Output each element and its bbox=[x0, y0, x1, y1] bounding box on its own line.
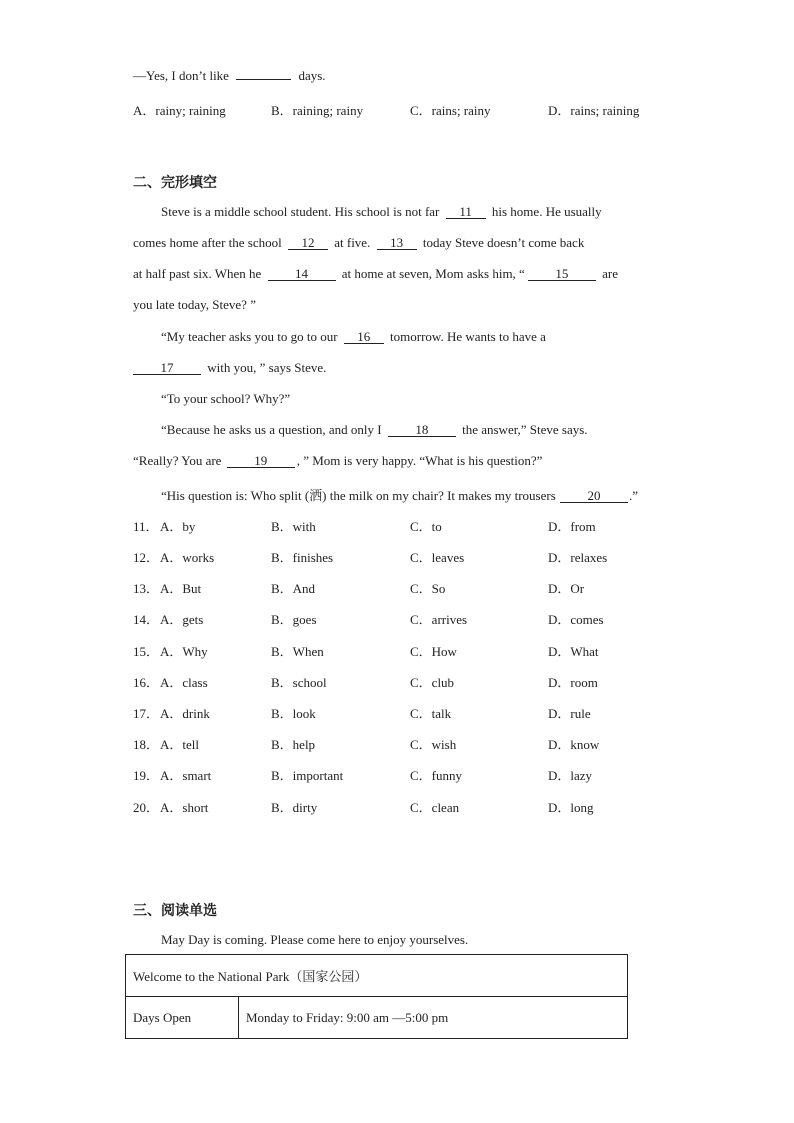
passage-line-9 bbox=[133, 453, 542, 469]
passage-line-5 bbox=[161, 329, 546, 345]
option[interactable]: D．What bbox=[548, 644, 599, 659]
option[interactable]: A．gets bbox=[160, 612, 204, 627]
option[interactable]: A．tell bbox=[160, 737, 199, 752]
option[interactable]: C．So bbox=[410, 581, 446, 596]
section2-title: 二、完形填空 bbox=[133, 175, 217, 191]
passage-text: “Really? You are bbox=[133, 453, 222, 468]
table-value-cell: Monday to Friday: 9:00 am —5:00 pm bbox=[239, 997, 628, 1039]
passage-text: , ” Mom is very happy. “What is his question?” bbox=[296, 453, 543, 468]
question-13-number: 13． bbox=[133, 581, 160, 596]
option[interactable]: B．school bbox=[271, 675, 327, 690]
prev-option-c[interactable]: C．rains; rainy bbox=[410, 103, 491, 118]
option[interactable]: C．club bbox=[410, 675, 455, 690]
option[interactable]: A．class bbox=[160, 675, 208, 690]
option[interactable]: A．works bbox=[160, 550, 215, 565]
table-label-cell: Days Open bbox=[126, 997, 239, 1039]
option[interactable]: D．relaxes bbox=[548, 550, 608, 565]
option[interactable]: B．goes bbox=[271, 612, 317, 627]
passage-line-2 bbox=[133, 235, 584, 251]
passage-text: with you, ” says Steve. bbox=[207, 360, 327, 375]
prev-option-d[interactable]: D．rains; raining bbox=[548, 103, 640, 118]
option[interactable]: D．Or bbox=[548, 581, 585, 596]
passage-text: .” bbox=[629, 488, 639, 503]
blank-11[interactable]: 11 bbox=[446, 205, 486, 219]
question-15-number: 15． bbox=[133, 644, 160, 659]
passage-text: the answer,” Steve says. bbox=[462, 422, 588, 437]
passage-text: today Steve doesn’t come back bbox=[422, 235, 585, 250]
question-19-number: 19． bbox=[133, 768, 160, 783]
option[interactable]: B．And bbox=[271, 581, 316, 596]
option[interactable]: D．know bbox=[548, 737, 600, 752]
blank-12[interactable]: 12 bbox=[288, 236, 328, 250]
passage-line-1 bbox=[161, 204, 602, 220]
option[interactable]: A．by bbox=[160, 519, 196, 534]
blank-13[interactable]: 13 bbox=[377, 236, 417, 250]
passage-text: at half past six. When he bbox=[133, 266, 262, 281]
blank-18[interactable]: 18 bbox=[388, 423, 456, 437]
option[interactable]: C．wish bbox=[410, 737, 457, 752]
option[interactable]: A．short bbox=[160, 800, 209, 815]
option[interactable]: B．finishes bbox=[271, 550, 334, 565]
option[interactable]: B．with bbox=[271, 519, 316, 534]
option[interactable]: B．important bbox=[271, 768, 344, 783]
prev-answer-prefix: —Yes, I don’t like bbox=[133, 68, 229, 83]
table-row bbox=[126, 955, 628, 997]
passage-text: at five. bbox=[334, 235, 371, 250]
question-12-number: 12． bbox=[133, 550, 160, 565]
prev-answer-suffix: days. bbox=[298, 68, 326, 83]
option[interactable]: A．smart bbox=[160, 768, 212, 783]
park-info-table bbox=[125, 954, 628, 1039]
question-14-number: 14． bbox=[133, 612, 160, 627]
option[interactable]: B．dirty bbox=[271, 800, 318, 815]
option[interactable]: B．help bbox=[271, 737, 316, 752]
section3-intro: May Day is coming. Please come here to enjoy yourselves. bbox=[161, 932, 469, 947]
option[interactable]: A．But bbox=[160, 581, 202, 596]
passage-text: “Because he asks us a question, and only I bbox=[161, 422, 382, 437]
option[interactable]: A．Why bbox=[160, 644, 208, 659]
table-header-cell: Welcome to the National Park（国家公园） bbox=[126, 955, 628, 997]
passage-line-3 bbox=[133, 266, 618, 282]
prev-answer-blank[interactable] bbox=[236, 79, 291, 80]
option[interactable]: C．talk bbox=[410, 706, 452, 721]
passage-text: comes home after the school bbox=[133, 235, 282, 250]
question-17-number: 17． bbox=[133, 706, 160, 721]
blank-14[interactable]: 14 bbox=[268, 267, 336, 281]
passage-text: “His question is: Who split (洒) the milk on my chair? It makes my trousers bbox=[161, 488, 556, 503]
passage-line-4: you late today, Steve? ” bbox=[133, 297, 256, 312]
passage-line-8 bbox=[161, 422, 588, 438]
option[interactable]: C．funny bbox=[410, 768, 463, 783]
passage-line-7: “To your school? Why?” bbox=[161, 391, 291, 406]
passage-text: tomorrow. He wants to have a bbox=[390, 329, 546, 344]
passage-text: “My teacher asks you to go to our bbox=[161, 329, 338, 344]
section3-title: 三、阅读单选 bbox=[133, 903, 217, 919]
question-11-number: 11． bbox=[133, 519, 159, 534]
question-20-number: 20． bbox=[133, 800, 160, 815]
option[interactable]: A．drink bbox=[160, 706, 210, 721]
option[interactable]: C．How bbox=[410, 644, 457, 659]
option[interactable]: D．long bbox=[548, 800, 594, 815]
option[interactable]: C．to bbox=[410, 519, 442, 534]
option[interactable]: C．leaves bbox=[410, 550, 465, 565]
question-18-number: 18． bbox=[133, 737, 160, 752]
prev-option-a[interactable]: A．rainy; raining bbox=[133, 103, 226, 118]
option[interactable]: C．clean bbox=[410, 800, 460, 815]
option[interactable]: D．lazy bbox=[548, 768, 593, 783]
prev-option-b[interactable]: B．raining; rainy bbox=[271, 103, 364, 118]
option[interactable]: B．look bbox=[271, 706, 316, 721]
question-16-number: 16． bbox=[133, 675, 160, 690]
option[interactable]: C．arrives bbox=[410, 612, 468, 627]
blank-15[interactable]: 15 bbox=[528, 267, 596, 281]
passage-text: his home. He usually bbox=[491, 204, 602, 219]
option[interactable]: D．from bbox=[548, 519, 596, 534]
blank-20[interactable]: 20 bbox=[560, 489, 628, 503]
passage-text: Steve is a middle school student. His school is not far bbox=[161, 204, 440, 219]
passage-text: are bbox=[602, 266, 618, 281]
passage-line-6 bbox=[133, 360, 326, 376]
option[interactable]: D．room bbox=[548, 675, 598, 690]
blank-17[interactable]: 17 bbox=[133, 361, 201, 375]
passage-line-10 bbox=[161, 485, 638, 504]
option[interactable]: B．When bbox=[271, 644, 324, 659]
option[interactable]: D．rule bbox=[548, 706, 591, 721]
table-row bbox=[126, 997, 628, 1039]
prev-answer-line bbox=[133, 68, 326, 84]
blank-16[interactable]: 16 bbox=[344, 330, 384, 344]
passage-text: at home at seven, Mom asks him, “ bbox=[341, 266, 525, 281]
blank-19[interactable]: 19 bbox=[227, 454, 295, 468]
option[interactable]: D．comes bbox=[548, 612, 604, 627]
